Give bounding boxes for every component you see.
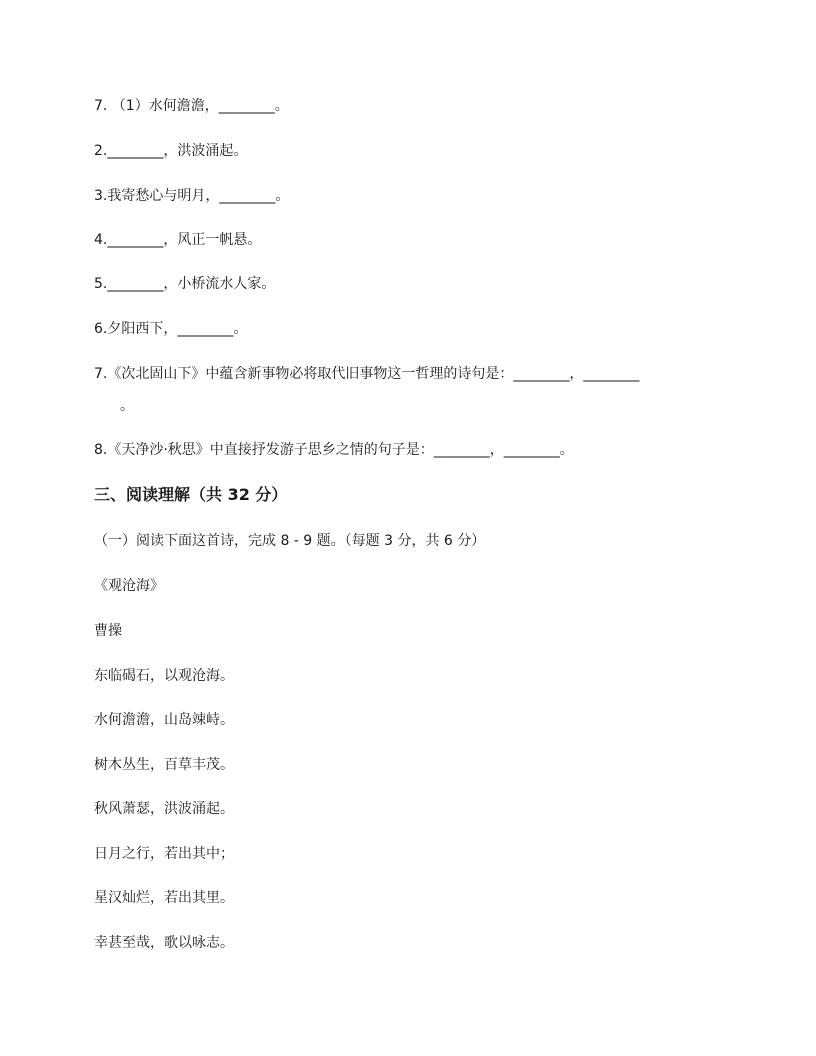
question-8: 8.《天净沙·秋思》中直接抒发游子思乡之情的句子是：________，________。 — [94, 442, 574, 458]
poem-line: 幸甚至哉，歌以咏志。 — [94, 935, 234, 951]
question-6: 6.夕阳西下，________。 — [94, 321, 248, 337]
poem-line: 东临碣石，以观沧海。 — [94, 668, 234, 684]
question-7-continuation: 。 — [120, 398, 134, 414]
poem-line: 树木丛生，百草丰茂。 — [94, 757, 234, 773]
poem-line: 秋风萧瑟，洪波涌起。 — [94, 801, 234, 817]
poem-line: 水何澹澹，山岛竦峙。 — [94, 712, 234, 728]
question-4: 4.________，风正一帆悬。 — [94, 232, 262, 248]
question-3: 3.我寄愁心与明月，________。 — [94, 188, 290, 204]
section-title: 三、阅读理解（共 32 分） — [94, 485, 288, 504]
poem-line: 日月之行，若出其中； — [94, 846, 234, 862]
question-5: 5.________，小桥流水人家。 — [94, 276, 276, 292]
poem-line: 星汉灿烂，若出其里。 — [94, 890, 234, 906]
section-instruction: （一）阅读下面这首诗，完成 8 - 9 题。（每题 3 分，共 6 分） — [94, 533, 486, 549]
question-7: 7.《次北固山下》中蕴含新事物必将取代旧事物这一哲理的诗句是：________，________ — [94, 366, 640, 382]
poem-author: 曹操 — [94, 623, 122, 639]
question-7-1: 7. （1）水何澹澹，________。 — [94, 98, 289, 114]
poem-title: 《观沧海》 — [94, 578, 164, 594]
question-2: 2.________，洪波涌起。 — [94, 143, 248, 159]
